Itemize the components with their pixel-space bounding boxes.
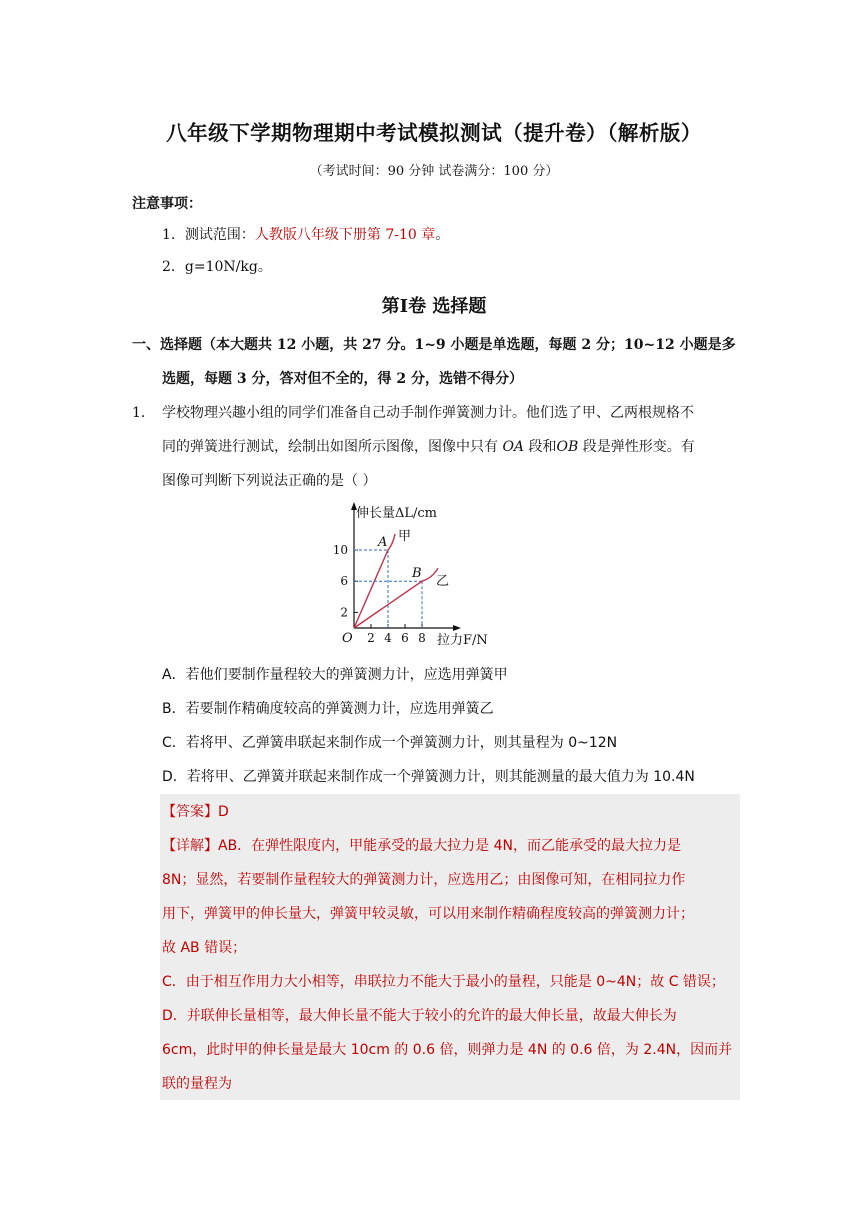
- note-scope: [162, 224, 449, 244]
- option-b: B．若要制作精确度较高的弹簧测力计，应选用弹簧乙: [162, 701, 494, 717]
- series-tail: [388, 534, 395, 550]
- question-line2: [162, 436, 695, 456]
- explanation-line: 8N；显然，若要制作量程较大的弹簧测力计，应选用乙；由图像可知，在相同拉力作: [162, 872, 686, 888]
- point-label: B: [412, 566, 422, 582]
- series-label: 乙: [436, 574, 450, 590]
- option-d: D．若将甲、乙弹簧并联起来制作成一个弹簧测力计，则其能测量的最大值力为 10.4N: [162, 769, 695, 785]
- page-title: 八年级下学期物理期中考试模拟测试（提升卷）（解析版）: [166, 121, 702, 145]
- note-gravity: 2．g=10N/kg。: [162, 259, 272, 275]
- explanation-line: C．由于相互作用力大小相等，串联拉力不能大于最小的量程，只能是 0~4N；故 C 错误；: [162, 974, 725, 990]
- section-title: 第Ⅰ卷 选择题: [381, 296, 487, 317]
- explanation-line: 用下，弹簧甲的伸长量大，弹簧甲较灵敏，可以用来制作精确程度较高的弹簧测力计；: [162, 906, 694, 922]
- x-axis-label: 拉力F/N: [437, 633, 488, 648]
- question-line2-a: 同的弹簧进行测试，绘制出如图所示图像，图像中只有: [162, 439, 498, 455]
- y-tick-label: 10: [332, 543, 348, 557]
- x-tick-label: 2: [367, 631, 375, 645]
- x-tick-label: 4: [384, 631, 392, 645]
- explanation-line: 故 AB 错误；: [162, 940, 247, 956]
- y-tick-label: 6: [340, 574, 348, 589]
- explanation-line: 6cm，此时甲的伸长量是最大 10cm 的 0.6 倍，则弹力是 4N 的 0.6 倍，为 2.4N，因而并: [162, 1042, 733, 1058]
- x-axis-arrow: [453, 625, 461, 631]
- note-scope-suffix: 。: [435, 227, 450, 243]
- x-tick-label: 6: [401, 631, 409, 645]
- note-scope-range: 人教版八年级下册第 7-10 章: [254, 227, 436, 243]
- x-tick-label: 8: [418, 631, 426, 645]
- question-line3: 图像可判断下列说法正确的是（ ）: [162, 473, 377, 489]
- explanation-line: 【详解】AB．在弹性限度内，甲能承受的最大拉力是 4N，而乙能承受的最大拉力是: [162, 838, 682, 854]
- exam-info: （考试时间：90 分钟 试卷满分：100 分）: [309, 164, 559, 179]
- part-heading-line2: 选题，每题 3 分，答对但不全的，得 2 分，选错不得分）: [162, 371, 523, 387]
- explanation-line: 联的量程为: [162, 1076, 232, 1092]
- part-heading-line1: 一、选择题（本大题共 12 小题，共 27 分。1~9 小题是单选题，每题 2 分；10~12 小题是多: [132, 337, 736, 353]
- question-line2-c: 段是弹性形变。有: [582, 439, 695, 455]
- option-c: C．若将甲、乙弹簧串联起来制作成一个弹簧测力计，则其量程为 0~12N: [162, 735, 618, 751]
- question-line2-b: 段和: [528, 439, 557, 455]
- question-number: 1．: [132, 405, 155, 421]
- question-line1: 学校物理兴趣小组的同学们准备自己动手制作弹簧测力计。他们选了甲、乙两根规格不: [162, 405, 694, 421]
- point-label: A: [378, 535, 388, 550]
- explanation-line: D．并联伸长量相等，最大伸长量不能大于较小的允许的最大伸长量，故最大伸长为: [162, 1008, 677, 1024]
- answer-line: 【答案】D: [162, 804, 229, 820]
- option-a: A．若他们要制作量程较大的弹簧测力计，应选用弹簧甲: [162, 667, 508, 683]
- segment-oa: OA: [502, 439, 525, 455]
- note-scope-prefix: 1．测试范围：: [162, 227, 255, 243]
- y-axis-label: 伸长量ΔL/cm: [356, 506, 438, 521]
- spring-graph: [320, 498, 570, 650]
- segment-ob: OB: [556, 439, 579, 455]
- series-label: 甲: [398, 529, 412, 544]
- notice-heading: 注意事项：: [132, 196, 202, 212]
- origin-label: O: [342, 631, 353, 646]
- y-tick-label: 2: [340, 605, 348, 620]
